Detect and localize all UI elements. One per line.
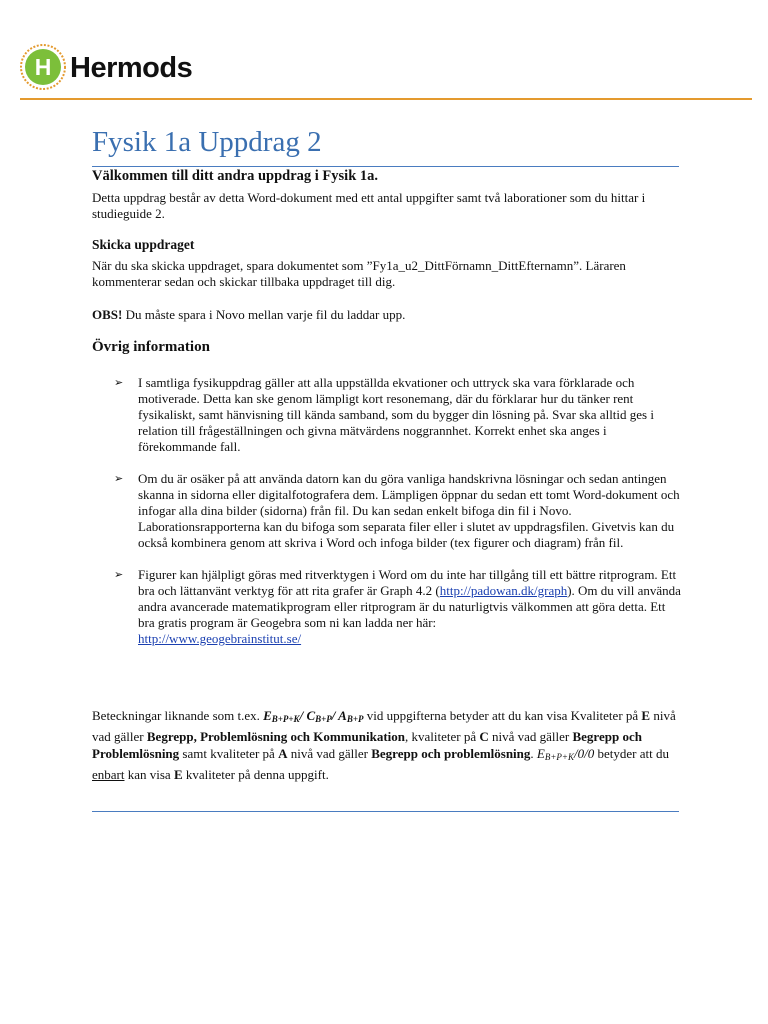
hermods-logo-icon xyxy=(20,44,66,90)
list-item xyxy=(92,375,682,455)
grade-e: E xyxy=(263,708,272,723)
arrow-bullet-icon: ➢ xyxy=(114,377,124,389)
qualities-a: Begrepp och problemlösning xyxy=(371,746,531,761)
qualities-e: Begrepp, Problemlösning och Kommunikation xyxy=(146,729,405,744)
grade-c: C xyxy=(306,708,316,723)
grading-text: nivå vad gäller xyxy=(92,708,676,744)
info-list xyxy=(92,375,682,663)
list-item-text: ). Om du vill använda andra avancerade matematikprogram eller ritprogram är du naturligtvis välkommen att göra detta. Ett bra gratis program är Geogebra som ni kan ladda ner här: xyxy=(138,583,681,630)
grading-text: nivå vad gäller xyxy=(488,729,573,744)
grading-text: vid uppgifterna betyder att du kan visa Kvaliteter på xyxy=(363,708,642,723)
obs-paragraph xyxy=(92,307,682,323)
geogebra-link[interactable]: http://www.geogebrainstitut.se/ xyxy=(138,631,302,646)
grading-text: , kvaliteter på xyxy=(404,729,480,744)
header-divider xyxy=(20,98,752,100)
grading-text: nivå vad gäller xyxy=(287,746,372,761)
grading-text: betyder att du xyxy=(594,746,669,761)
list-item xyxy=(92,567,682,647)
grading-text: samt kvaliteter på xyxy=(179,746,279,761)
grade-slash: / xyxy=(299,708,307,723)
list-item-text: Figurer kan hjälpligt göras med ritverktygen i Word om du inte har tillgång till ett bättre ritprogram. Ett bra och lättanvänt verktyg för att rita grafer är Graph 4.2 ( xyxy=(138,567,677,598)
list-item xyxy=(92,471,682,551)
send-heading: Skicka uppdraget xyxy=(92,237,195,252)
grading-text: Beteckningar liknande som t.ex. xyxy=(92,708,264,723)
graph-link[interactable]: http://padowan.dk/graph xyxy=(439,583,568,598)
grade-slash: / xyxy=(331,708,339,723)
send-paragraph: När du ska skicka uppdraget, spara dokumentet som ”Fy1a_u2_DittFörnamn_DittEfternamn”. Läraren kommenterar sedan och skickar tillbaka uppdraget till dig. xyxy=(92,258,626,289)
obs-label: OBS! xyxy=(92,307,123,322)
logo-letter: H xyxy=(34,54,52,80)
list-item-text: Om du är osäker på att använda datorn kan du göra vanliga handskrivna lösningar och sedan antingen skanna in sidorna eller digitalfotografera dem. Lämpligen öppnar du sedan ett tomt Word-dokument och infogar alla dina bilder (sidorna) från fil. Du kan sedan enkelt bifoga din fil i Novo. Laborationsrapporterna kan du bifoga som separata filer eller i slutet av uppdragsfilen. Givetvis kan du också kombinera genom att skriva i Word och infoga bilder (tex figurer och diagram) från fil. xyxy=(138,471,680,550)
level-c: C xyxy=(479,729,489,744)
grading-paragraph xyxy=(92,707,682,783)
arrow-bullet-icon: ➢ xyxy=(114,473,124,485)
grade-a-sub: B+P xyxy=(346,714,364,724)
welcome-heading: Välkommen till ditt andra uppdrag i Fysik 1a. xyxy=(92,168,379,184)
only-word: enbart xyxy=(92,767,125,782)
grading-text: kan visa xyxy=(124,767,174,782)
grade-c-sub: B+P xyxy=(315,714,332,724)
level-a: A xyxy=(278,746,288,761)
example-e: E xyxy=(536,746,545,761)
brand-name: Hermods xyxy=(70,52,193,84)
level-e: E xyxy=(641,708,651,723)
grading-text: kvaliteter på denna uppgift. xyxy=(182,767,329,782)
bottom-divider xyxy=(92,811,679,812)
list-item-text: I samtliga fysikuppdrag gäller att alla uppställda ekvationer och uttryck ska vara förklarade och motiverade. Detta kan ske genom lämpligt kort resonemang, där du förklarar hur du tänker rent fysikaliskt, samt hänvisning till kända samband, som du bygger din lösning på. Svar ska alltid ges i relation till frågeställningen och givna mätvärdens noggrannhet. Korrekt enhet ska anges i förekommande fall. xyxy=(138,375,654,454)
intro-paragraph: Detta uppdrag består av detta Word-dokument med ett antal uppgifter samt två laborationer som du hittar i studieguide 2. xyxy=(92,190,646,221)
arrow-bullet-icon: ➢ xyxy=(114,569,124,581)
page-title: Fysik 1a Uppdrag 2 xyxy=(92,126,322,158)
example-rest: /0/0 xyxy=(574,746,595,761)
obs-text: Du måste spara i Novo mellan varje fil du laddar upp. xyxy=(122,307,406,322)
grade-a: A xyxy=(338,708,347,723)
other-info-heading: Övrig information xyxy=(92,339,210,355)
title-divider xyxy=(92,166,679,167)
example-e-sub: B+P+K xyxy=(544,752,574,762)
grade-e-sub: B+P+K xyxy=(271,714,300,724)
qualities-c: Begrepp och Problemlösning xyxy=(92,729,642,761)
level-e: E xyxy=(173,767,183,782)
grading-text: . xyxy=(530,746,537,761)
